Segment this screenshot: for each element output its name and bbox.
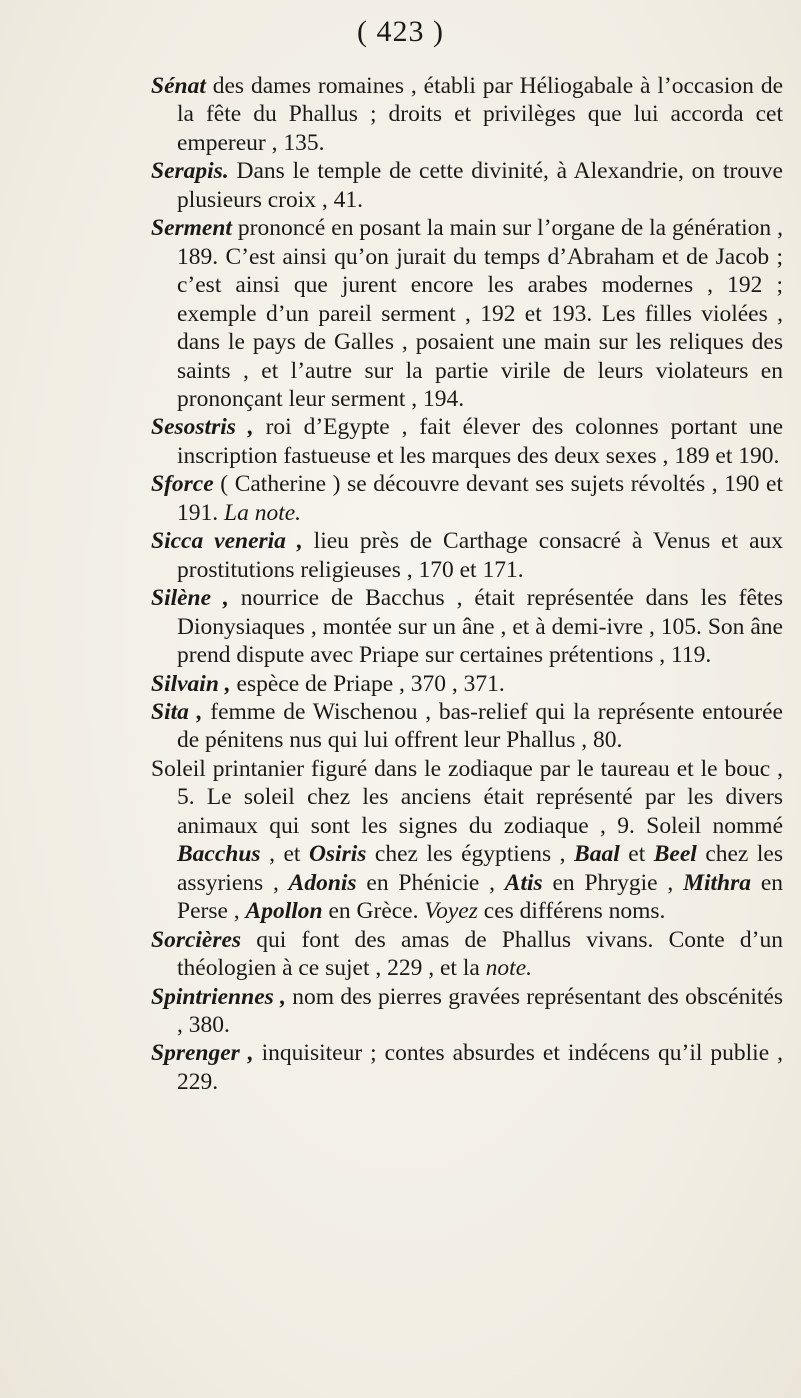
entry-text: chez les égyptiens ,: [366, 841, 575, 868]
index-entry-sicca-veneria: [151, 527, 783, 584]
index-entry-soleil: [151, 755, 783, 926]
name-osiris: Osiris: [308, 841, 367, 868]
entry-text: des dames romaines , établi par Héliogabale à l’occasion de la fête du Phallus ; droits et privilèges que lui accorda cet empereur , 135.: [177, 73, 783, 156]
entry-headword: Silvain ,: [151, 670, 231, 697]
entry-text: ces différens noms.: [477, 898, 666, 925]
entry-text: lieu près de Carthage consacré à Venus et aux prostitutions religieuses , 170 et 171.: [177, 528, 784, 583]
entry-text: inquisiteur ; contes absurdes et indécens qu’il publie , 229.: [177, 1040, 783, 1095]
entry-note: La note.: [218, 499, 302, 526]
entry-text: en Phénicie ,: [356, 869, 505, 896]
entry-text: espèce de Priape , 370 , 371.: [230, 670, 505, 697]
entry-headword: Sicca veneria ,: [151, 528, 303, 555]
entry-text: en Perse ,: [177, 869, 784, 925]
index-entry-silene: [151, 584, 783, 669]
index-entry-spintriennes: [151, 983, 783, 1040]
name-beel: Beel: [653, 841, 697, 868]
page-number: ( 423 ): [357, 15, 444, 48]
name-atis: Atis: [504, 869, 543, 896]
index-entries: [151, 72, 783, 1096]
name-bacchus: Bacchus: [177, 841, 261, 868]
entry-headword: Sesostris ,: [151, 414, 254, 441]
name-mithra: Mithra: [683, 869, 752, 896]
entry-text: et: [619, 841, 654, 868]
entry-text: nourrice de Bacchus , était représentée dans les fêtes Dionysiaques , montée sur un âne , et à demi-ivre , 105. Son âne prend dispute avec Priape sur certaines prétentions , 119.: [177, 585, 783, 669]
entry-text: prononcé en posant la main sur l’organe de la génération , 189. C’est ainsi qu’on jurait du temps d’Abraham et de Jacob ; c’est ainsi que jurent encore les arabes modernes , 192 ; exemple d’un pareil serment , 192 et 193. Les filles violées , dans le pays de Galles , posaient une main sur les reliques des saints , et l’autre sur la partie virile de leurs violateurs en prononçant leur serment , 194.: [177, 215, 783, 412]
entry-headword: Sénat: [151, 73, 206, 99]
entry-text: chez les assyriens ,: [177, 841, 783, 896]
entry-headword: Spintriennes ,: [151, 983, 286, 1010]
entry-headword: Sprenger ,: [151, 1040, 254, 1067]
entry-headword: Sita ,: [151, 698, 203, 725]
entry-text: nom des pierres gravées représentant des obscénités , 380.: [177, 983, 783, 1038]
cross-reference-voyez: Voyez: [424, 898, 478, 925]
entry-text: ( Catherine ) se découvre devant ses sujets révoltés , 190 et 191.: [177, 471, 783, 526]
entry-headword: Sorcières: [151, 926, 242, 953]
entry-text: en Phrygie ,: [542, 869, 684, 896]
index-entry-sorcieres: [151, 926, 783, 983]
entry-headword: Serment: [151, 215, 232, 242]
entry-text: en Grèce.: [322, 898, 425, 925]
entry-text: qui font des amas de Phallus vivans. Conte d’un théologien à ce sujet , 229 , et la: [177, 926, 783, 982]
entry-text: , et: [260, 841, 309, 868]
index-entry-senat: [151, 72, 783, 157]
index-entry-sesostris: [151, 413, 783, 470]
name-apollon: Apollon: [245, 898, 323, 925]
entry-text: Soleil printanier figuré dans le zodiaque par le taureau et le bouc , 5. Le soleil chez les anciens était représenté par les divers animaux qui sont les signes du zodiaque , 9. Soleil nommé: [151, 755, 783, 839]
index-entry-sprenger: [151, 1039, 783, 1096]
name-baal: Baal: [574, 841, 620, 868]
entry-text: femme de Wischenou , bas-relief qui la représente entourée de pénitens nus qui lui offrent leur Phallus , 80.: [177, 698, 783, 754]
entry-text: Dans le temple de cette divinité, à Alexandrie, on trouve plusieurs croix , 41.: [177, 158, 783, 213]
index-entry-sforce: [151, 470, 783, 527]
index-entry-serment: [151, 214, 783, 413]
name-adonis: Adonis: [288, 869, 357, 896]
index-entry-silvain: [151, 670, 783, 698]
entry-text: roi d’Egypte , fait élever des colonnes portant une inscription fastueuse et les marques des deux sexes , 189 et 190.: [177, 414, 783, 469]
index-entry-serapis: [151, 157, 783, 214]
entry-headword: Serapis.: [151, 158, 229, 185]
entry-headword: Silène ,: [151, 585, 229, 612]
entry-headword: Sforce: [151, 471, 214, 498]
index-entry-sita: [151, 698, 783, 755]
entry-note: note.: [485, 955, 533, 982]
